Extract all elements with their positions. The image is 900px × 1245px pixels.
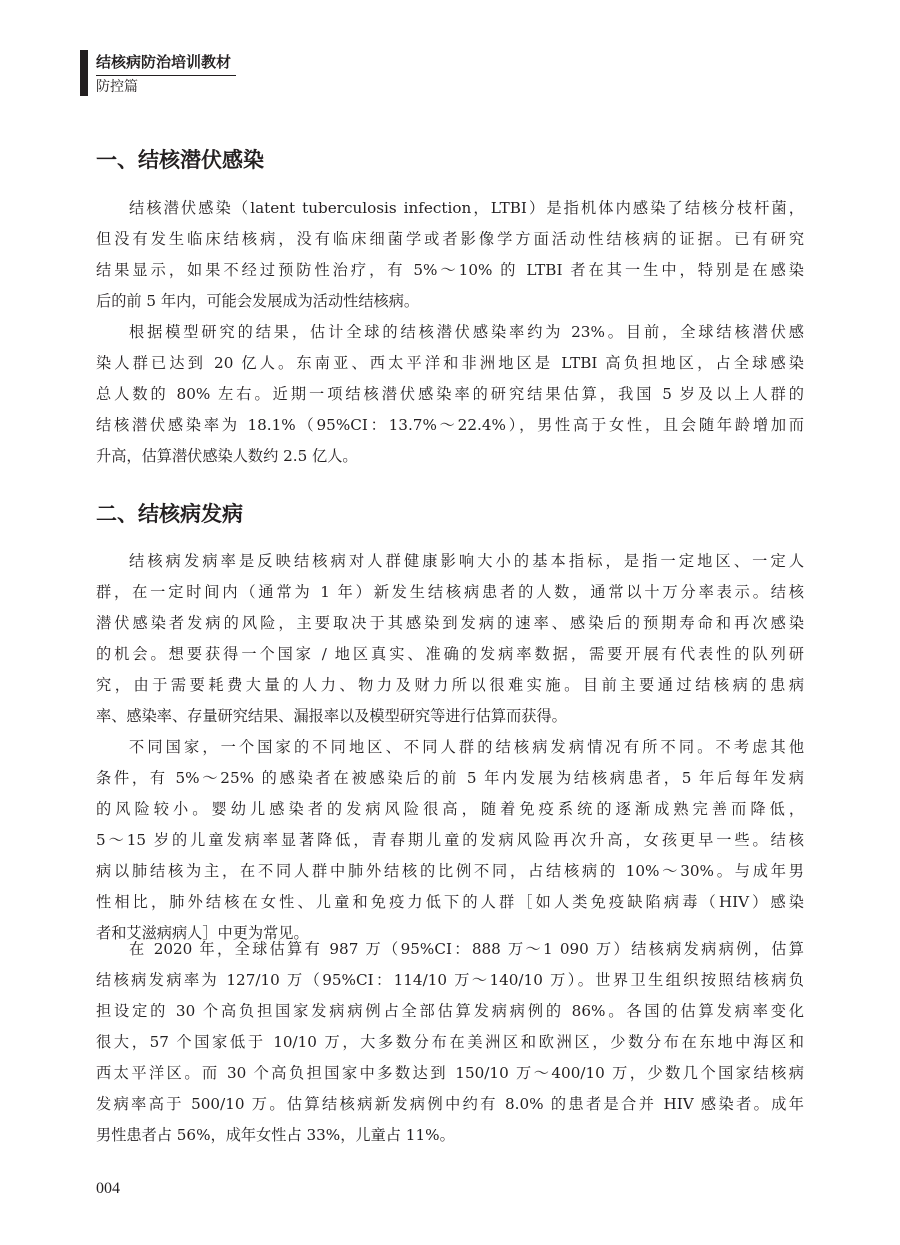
paragraph-ltbi-estimates (96, 317, 804, 472)
paragraph-ltbi-definition (96, 193, 804, 317)
text-line: 群，在一定时间内（通常为 1 年）新发生结核病患者的人数，通常以十万分率表示。结核 (96, 583, 804, 601)
text-line: 潜伏感染者发病的风险，主要取决于其感染到发病的速率、感染后的预期寿命和再次感染 (96, 614, 804, 632)
book-title: 结核病防治培训教材 (96, 53, 232, 71)
text-line: 发病率高于 500/10 万。估算结核病新发病例中约有 8.0% 的患者是合并 HIV 感染者。成年 (96, 1095, 804, 1113)
text-line: 染人群已达到 20 亿人。东南亚、西太平洋和非洲地区是 LTBI 高负担地区，占全球感染 (96, 354, 804, 372)
text-line: 根据模型研究的结果，估计全球的结核潜伏感染率约为 23%。目前，全球结核潜伏感 (129, 323, 804, 341)
text-line: 究，由于需要耗费大量的人力、物力及财力所以很难实施。目前主要通过结核病的患病 (96, 676, 804, 694)
header-rule (96, 75, 236, 76)
text-line: 的机会。想要获得一个国家 / 地区真实、准确的发病率数据，需要开展有代表性的队列研 (96, 645, 804, 663)
text-line: 但没有发生临床结核病，没有临床细菌学或者影像学方面活动性结核病的证据。已有研究 (96, 230, 804, 248)
text-line: 性相比，肺外结核在女性、儿童和免疫力低下的人群［如人类免疫缺陷病毒（HIV）感染 (96, 893, 804, 911)
text-line: 升高，估算潜伏感染人数约 2.5 亿人。 (96, 447, 358, 465)
text-line: 很大，57 个国家低于 10/10 万，大多数分布在美洲区和欧洲区，少数分布在东地中海区和 (96, 1033, 804, 1051)
text-line: 率、感染率、存量研究结果、漏报率以及模型研究等进行估算而获得。 (96, 707, 567, 725)
paragraph-global-2020 (96, 934, 804, 1151)
text-line: 的风险较小。婴幼儿感染者的发病风险很高，随着免疫系统的逐渐成熟完善而降低， (96, 800, 804, 818)
header-bar (80, 50, 88, 96)
text-line: 条件，有 5%～25% 的感染者在被感染后的前 5 年内发展为结核病患者，5 年后每年发病 (96, 769, 804, 787)
text-line: 病以肺结核为主，在不同人群中肺外结核的比例不同，占结核病的 10%～30%。与成年男 (96, 862, 804, 880)
text-line: 总人数的 80% 左右。近期一项结核潜伏感染率的研究结果估算，我国 5 岁及以上人群的 (96, 385, 804, 403)
paragraph-incidence-variation (96, 732, 804, 949)
text-line: 结核病发病率为 127/10 万（95%CI：114/10 万～140/10 万）。世界卫生组织按照结核病负 (96, 971, 804, 989)
text-line: 西太平洋区。而 30 个高负担国家中多数达到 150/10 万～400/10 万，少数几个国家结核病 (96, 1064, 804, 1082)
text-line: 结核潜伏感染（latent tuberculosis infection，LTBI）是指机体内感染了结核分枝杆菌， (129, 199, 804, 217)
paragraph-incidence-definition (96, 546, 804, 732)
section-heading-2: 二、结核病发病 (96, 502, 243, 526)
text-line: 结核潜伏感染率为 18.1%（95%CI：13.7%～22.4%），男性高于女性，且会随年龄增加而 (96, 416, 804, 434)
section-heading-1: 一、结核潜伏感染 (96, 148, 264, 172)
section-label: 防控篇 (96, 79, 138, 95)
text-line: 结果显示，如果不经过预防性治疗，有 5%～10% 的 LTBI 者在其一生中，特别是在感染 (96, 261, 804, 279)
text-line: 者和艾滋病病人］中更为常见。 (96, 924, 309, 942)
text-line: 后的前 5 年内，可能会发展成为活动性结核病。 (96, 292, 420, 310)
text-line: 在 2020 年，全球估算有 987 万（95%CI：888 万～1 090 万）结核病发病病例，估算 (129, 940, 804, 958)
text-line: 男性患者占 56%，成年女性占 33%，儿童占 11%。 (96, 1126, 455, 1144)
text-line: 结核病发病率是反映结核病对人群健康影响大小的基本指标，是指一定地区、一定人 (129, 552, 804, 570)
text-line: 不同国家，一个国家的不同地区、不同人群的结核病发病情况有所不同。不考虑其他 (129, 738, 804, 756)
text-line: 5～15 岁的儿童发病率显著降低，青春期儿童的发病风险再次升高，女孩更早一些。结核 (96, 831, 804, 849)
page-number: 004 (96, 1180, 120, 1197)
text-line: 担设定的 30 个高负担国家发病病例占全部估算发病病例的 86%。各国的估算发病率变化 (96, 1002, 804, 1020)
